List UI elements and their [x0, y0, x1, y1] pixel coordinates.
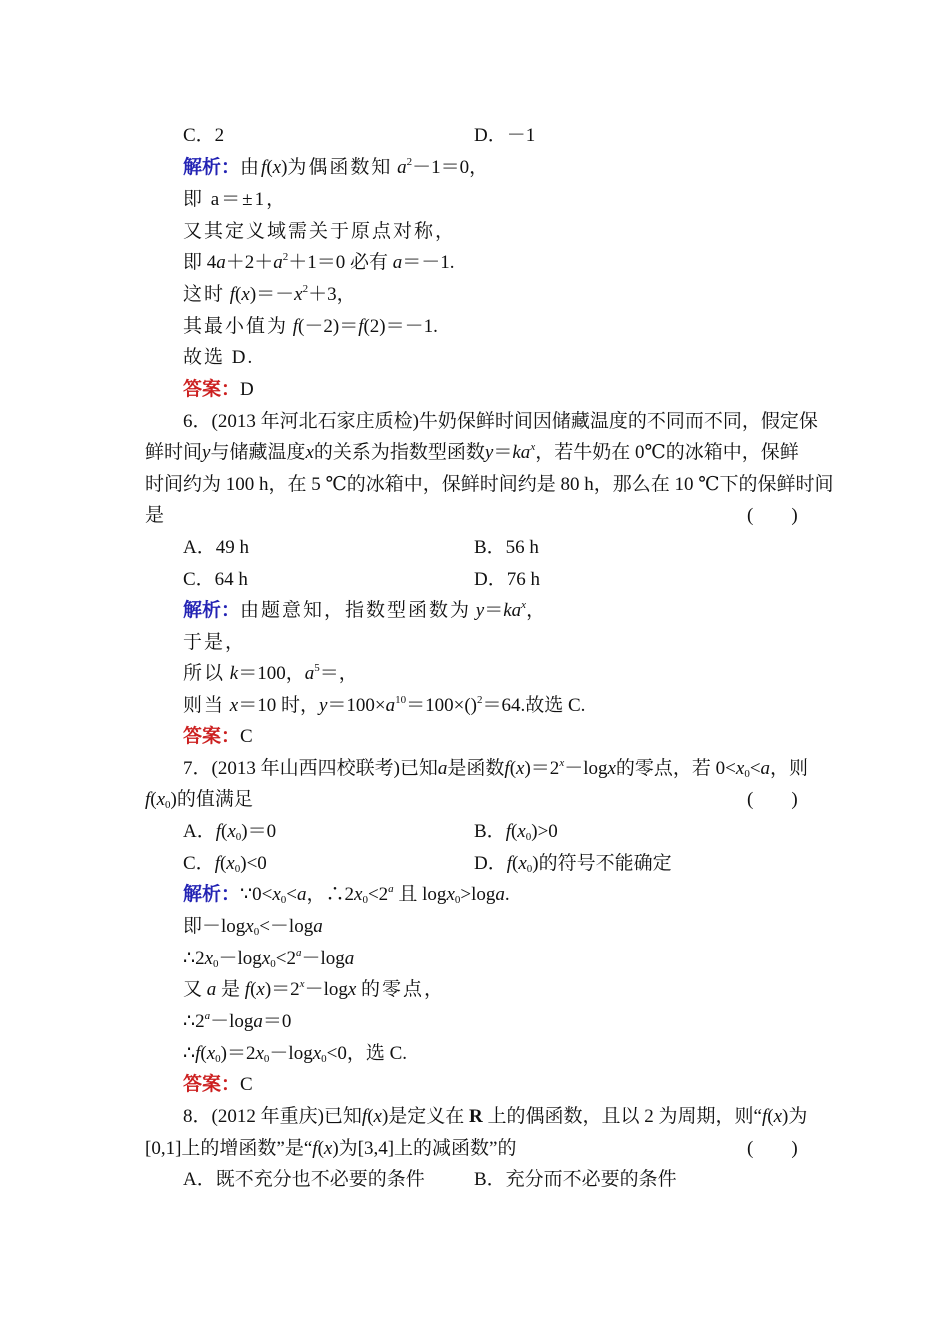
- q6-answer-blank: ( ): [747, 505, 798, 526]
- q5-analysis-line-6: 其最小值为 f(－2)＝f(2)＝－1.: [183, 316, 438, 337]
- q7-option-a: A．$f(x_0)=0$: [183, 821, 277, 843]
- analysis-label: 解析：: [183, 884, 241, 905]
- q6-option-d: D．76 h: [474, 569, 540, 590]
- analysis-label: 解析：: [183, 600, 241, 621]
- q7-analysis-line-1: 解析：$\because 0<x_0<a$，$\therefore 2x_0<2^a$ 且 logx$_0$>loga.: [183, 883, 510, 906]
- q8-option-b: B．充分而不必要的条件: [474, 1169, 677, 1190]
- q5-analysis-line-3: 又其定义域需关于原点对称，: [183, 221, 457, 242]
- q6-stem-line-3: 时间约为 100 h，在 5 ℃的冰箱中，保鲜时间约是 80 h，那么在 10 ℃下的保鲜时间: [145, 474, 834, 495]
- q7-answer: 答案：C: [183, 1074, 253, 1095]
- q6-answer: 答案：C: [183, 726, 253, 747]
- q8-stem-line-1: 8．(2012 年重庆)已知f(x)是定义在 R 上的偶函数，且以 2 为周期，则“f(x)为: [183, 1106, 808, 1127]
- q7-analysis-line-6: $\therefore f(x_0)=2x_0-\log x_0<0$，选 C.: [183, 1043, 408, 1065]
- q7-analysis-line-3: $\therefore 2x_0-\log x_0<2^a-\log a$: [183, 947, 355, 970]
- q7-option-c: C．$f(x_0)<0$: [183, 853, 267, 875]
- q6-option-b: B．56 h: [474, 537, 539, 558]
- q7-stem-line-1: 7．(2013 年山西四校联考)已知a是函数$f(x)=2^x-\log x$的零点，若 $0<x_0<a$，则: [183, 757, 809, 780]
- answer-label: 答案：: [183, 1074, 241, 1095]
- answer-label: 答案：: [183, 726, 241, 747]
- q5-analysis-line-1: 解析：由f(x)为偶函数知 $a^2-1=0$，: [183, 156, 489, 178]
- answer-label: 答案：: [183, 379, 241, 400]
- q6-analysis-line-4: 则当 x＝10 时，$y=100\times a^{10}=100\times()^2=64$.故选 C.: [183, 694, 586, 716]
- q8-answer-blank: ( ): [747, 1138, 798, 1159]
- q5-analysis-line-7: 故选 D.: [183, 347, 255, 368]
- q5-analysis-line-2: 即 a＝±1，: [183, 189, 288, 210]
- q6-analysis-line-2: 于是，: [183, 632, 247, 653]
- q7-analysis-line-5: $\therefore 2^a-\log a=0$: [183, 1010, 292, 1032]
- q7-option-d: D．$f(x_0)$的符号不能确定: [474, 853, 672, 875]
- q7-analysis-line-2: 即－logx$_0$<－loga: [183, 916, 323, 938]
- q5-answer: 答案：D: [183, 379, 254, 400]
- q6-option-c: C．64 h: [183, 569, 248, 590]
- q6-stem-line-2: 鲜时间y与储藏温度x的关系为指数型函数$y=ka^x$，若牛奶在 0℃的冰箱中，保鲜: [145, 441, 799, 463]
- q6-analysis-line-3: 所以 k＝100，$a^5=$，: [183, 662, 358, 684]
- q6-option-a: A．49 h: [183, 537, 249, 558]
- q8-option-a: A．既不充分也不必要的条件: [183, 1169, 425, 1190]
- q7-stem-line-2: $f(x_0)$的值满足: [145, 789, 253, 811]
- q5-analysis-line-5: 这时 $f(x)=-x^2+3$，: [183, 283, 356, 305]
- q5-option-d: D．－1: [474, 125, 536, 146]
- q6-stem-line-4: 是: [145, 505, 165, 526]
- q8-stem-line-2: [0,1]上的增函数”是“f(x)为[3,4]上的减函数”的: [145, 1138, 517, 1159]
- analysis-label: 解析：: [183, 157, 241, 178]
- q6-analysis-line-1: 解析：由题意知，指数型函数为 $y=ka^x$，: [183, 599, 546, 621]
- q7-answer-blank: ( ): [747, 789, 798, 810]
- q5-option-c: C．2: [183, 125, 225, 146]
- q5-analysis-line-4: 即 $4a+2+a^2+1=0$ 必有 a＝－1.: [183, 251, 455, 273]
- q7-analysis-line-4: 又 a 是 $f(x)=2^x-\log x$ 的零点，: [183, 978, 446, 1000]
- q7-option-b: B．$f(x_0)>0$: [474, 821, 558, 843]
- q6-stem-line-1: 6．(2013 年河北石家庄质检)牛奶保鲜时间因储藏温度的不同而不同，假定保: [183, 411, 818, 432]
